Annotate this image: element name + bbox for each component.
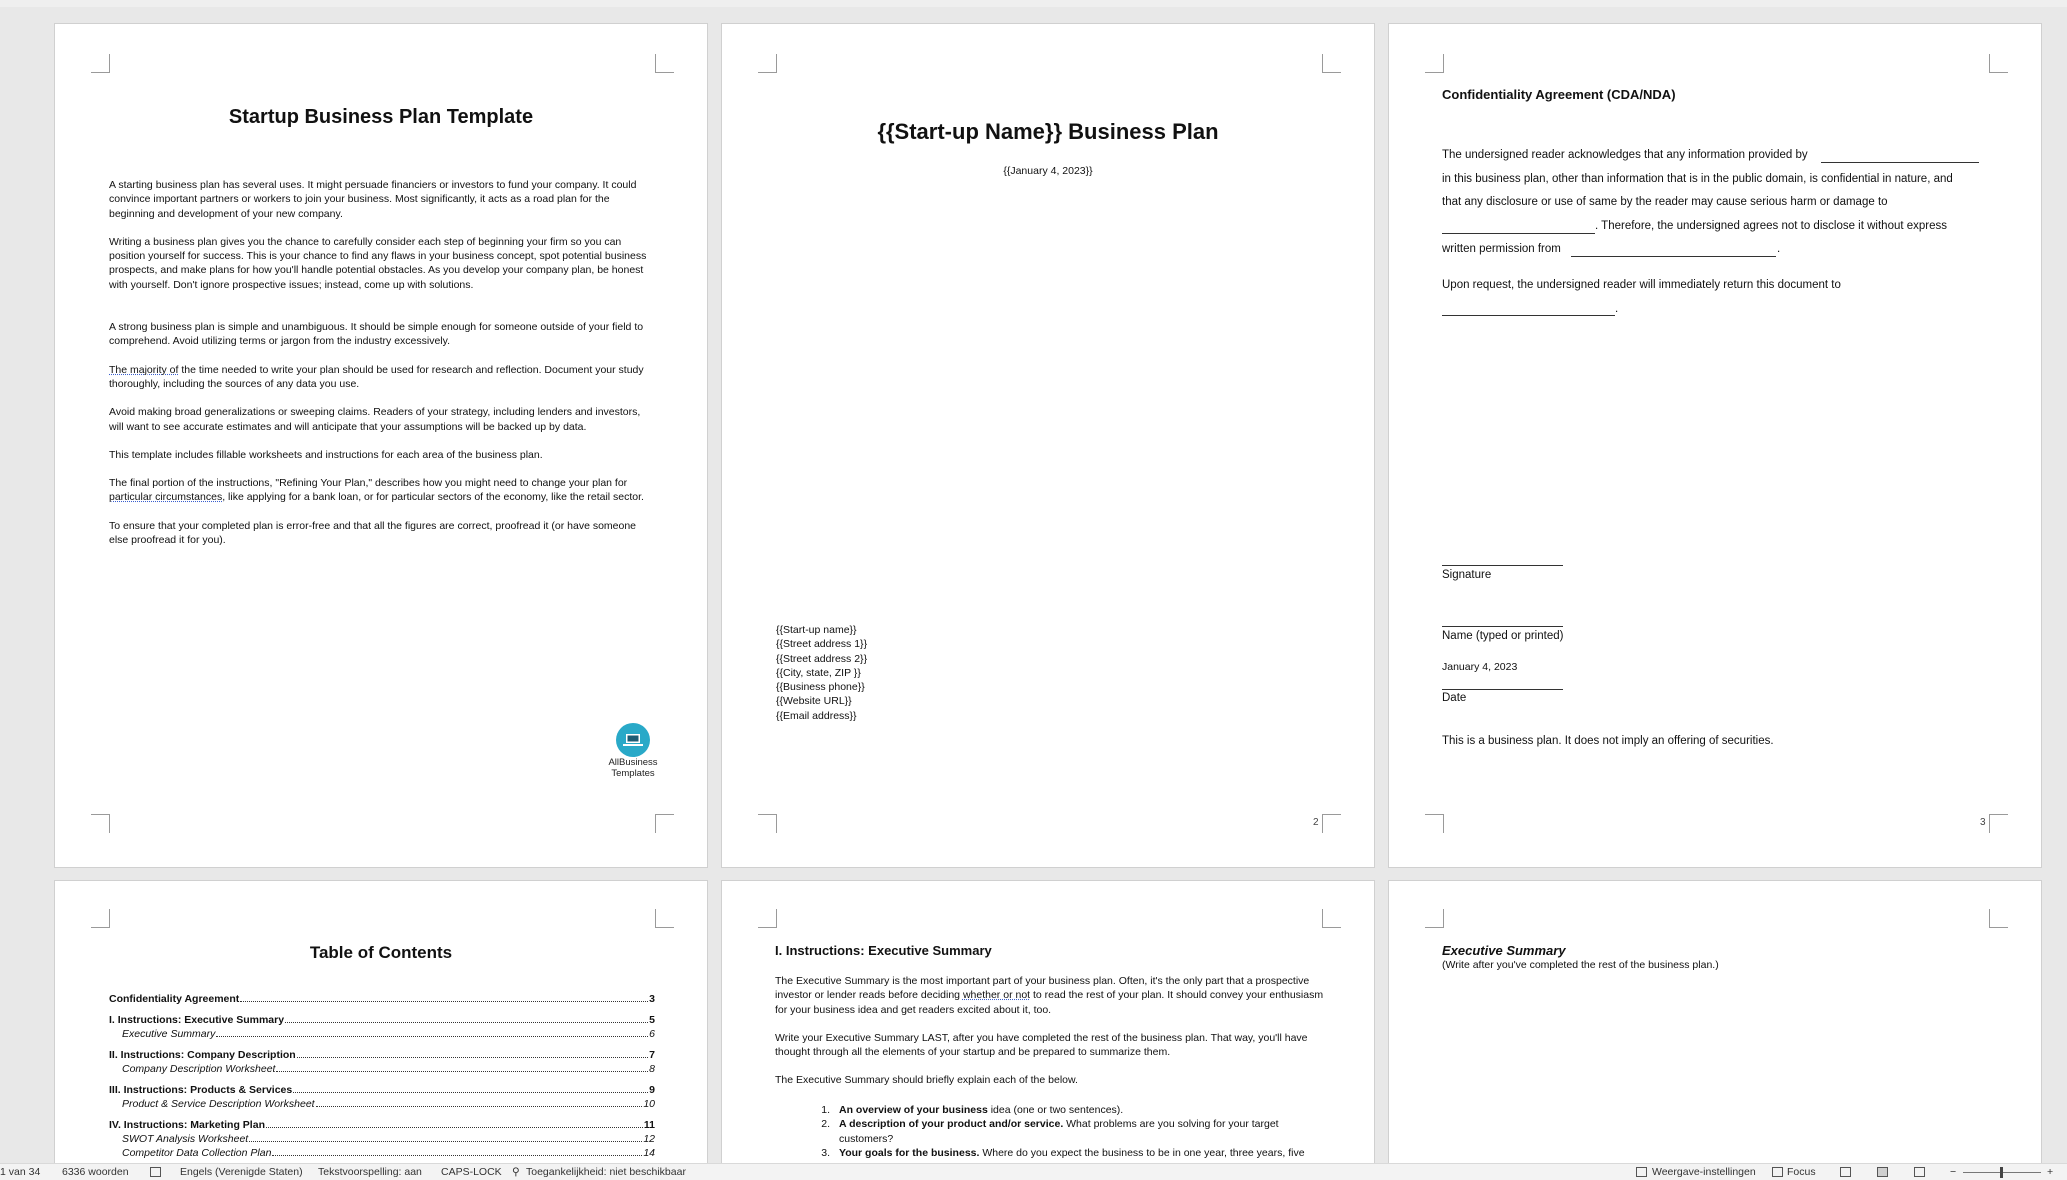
plan-date[interactable]: {{January 4, 2023}} bbox=[1003, 165, 1093, 177]
page-title: Startup Business Plan Template bbox=[228, 106, 534, 128]
paragraph: Writing a business plan gives you the chance to carefully consider each step of beginning your firm so you can position yourself for success. This is your chance to find any flaws in your business concept, spot potential business prospects, and make plans for how you'll handle potential obstacles. As you develop your company plan, be honest with yourself. Don't ignore prospective issues; instead, come up with solutions. bbox=[109, 235, 647, 291]
display-settings[interactable]: Weergave-instellingen bbox=[1652, 1166, 1756, 1178]
cda-heading: Confidentiality Agreement (CDA/NDA) bbox=[1442, 87, 1676, 102]
list-item: 2. A description of your product and/or service. What problems are you solving for your target customers? bbox=[821, 1118, 1279, 1145]
agreement-line: that any disclosure or use of same by the reader may cause serious harm or damage to bbox=[1442, 196, 1888, 208]
zoom-in-icon[interactable]: + bbox=[2047, 1166, 2054, 1178]
list-item: 1. An overview of your business idea (one or two sentences). bbox=[821, 1104, 1124, 1116]
crop-mark bbox=[655, 814, 674, 833]
section-heading: I. Instructions: Executive Summary bbox=[775, 943, 992, 958]
paragraph: A starting business plan has several uses. It might persuade financiers or investors to fund your company. It could convince important partners or workers to join your business. Most significantly, it acts as a road plan for the beginning and development of your new company. bbox=[109, 179, 637, 220]
executive-summary-heading: Executive Summary bbox=[1442, 943, 1566, 958]
crop-mark bbox=[655, 54, 674, 73]
signature-line[interactable] bbox=[1442, 565, 1563, 566]
document-page-6 bbox=[1389, 881, 2041, 1163]
paragraph: The majority of the time needed to write your plan should be used for research and reflection. Document your study thoroughly, including the sources of any data you use. bbox=[109, 363, 644, 390]
crop-mark bbox=[1322, 909, 1341, 928]
proofing-icon[interactable] bbox=[150, 1167, 161, 1177]
date-label: Date bbox=[1442, 692, 1467, 704]
toc-entry[interactable]: Executive Summary 6 bbox=[122, 1028, 655, 1040]
blank-line[interactable] bbox=[1442, 233, 1595, 234]
web-layout-icon[interactable] bbox=[1914, 1167, 1925, 1177]
crop-mark bbox=[91, 909, 110, 928]
document-page-3 bbox=[1389, 24, 2041, 867]
toc-entry[interactable]: III. Instructions: Products & Services 9 bbox=[109, 1084, 655, 1096]
name-label: Name (typed or printed) bbox=[1442, 630, 1564, 642]
document-page-5 bbox=[722, 881, 1374, 1163]
text-prediction[interactable]: Tekstvoorspelling: aan bbox=[318, 1166, 422, 1178]
page-count[interactable]: 1 van 34 bbox=[0, 1166, 41, 1178]
toc-entry[interactable]: Confidentiality Agreement 3 bbox=[109, 993, 655, 1005]
paragraph: The Executive Summary should briefly explain each of the below. bbox=[775, 1074, 1078, 1087]
agreement-line: . Therefore, the undersigned agrees not to disclose it without express bbox=[1595, 220, 1948, 232]
crop-mark bbox=[91, 814, 110, 833]
crop-mark bbox=[1322, 54, 1341, 73]
crop-mark bbox=[1322, 814, 1341, 833]
zoom-thumb[interactable] bbox=[2000, 1167, 2003, 1178]
name-line[interactable] bbox=[1442, 626, 1563, 627]
caps-lock: CAPS-LOCK bbox=[441, 1166, 502, 1178]
status-bar bbox=[0, 1163, 2067, 1180]
paragraph: The Executive Summary is the most important part of your business plan. Often, it's the only part that a prospective investor or lender reads before deciding whether or not to read the rest of your plan. It should convey your enthusiasm for your business idea and get readers excited about it, too. bbox=[775, 975, 1324, 1016]
crop-mark bbox=[1425, 814, 1444, 833]
executive-summary-note: (Write after you've completed the rest of the business plan.) bbox=[1442, 959, 1719, 971]
list-item: 3. Your goals for the business. Where do you expect the business to be in one year, three years, five bbox=[821, 1146, 1305, 1159]
ruler-strip bbox=[0, 0, 2067, 7]
agreement-line: . bbox=[1777, 243, 1781, 255]
agreement-line: Upon request, the undersigned reader will immediately return this document to bbox=[1442, 279, 1841, 291]
crop-mark bbox=[758, 814, 777, 833]
crop-mark bbox=[758, 54, 777, 73]
paragraph: A strong business plan is simple and unambiguous. It should be simple enough for someone outside of your field to comprehend. Avoid utilizing terms or jargon from the industry excessively. bbox=[109, 321, 644, 348]
blank-line[interactable] bbox=[1821, 162, 1979, 163]
crop-mark bbox=[1989, 814, 2008, 833]
word-count[interactable]: 6336 woorden bbox=[62, 1166, 129, 1178]
page-number: 3 bbox=[1980, 817, 1986, 828]
toc-entry[interactable]: II. Instructions: Company Description 7 bbox=[109, 1049, 655, 1061]
paragraph: Write your Executive Summary LAST, after you have completed the rest of the business plan. That way, you'll have thought through all the elements of your startup and be prepared to summarize them. bbox=[775, 1031, 1308, 1059]
laptop-logo-icon bbox=[616, 723, 650, 757]
toc-entry[interactable]: Company Description Worksheet 8 bbox=[122, 1063, 655, 1075]
zoom-out-icon[interactable]: − bbox=[1950, 1166, 1957, 1178]
paragraph: Avoid making broad generalizations or sweeping claims. Readers of your strategy, including lenders and investors, will want to see accurate estimates and will anticipate that your assumptions will be backed up by data. bbox=[109, 406, 641, 433]
toc-entry[interactable]: Competitor Data Collection Plan 14 bbox=[122, 1147, 655, 1159]
agreement-line: . bbox=[1615, 303, 1619, 315]
intro-text[interactable] bbox=[109, 178, 655, 561]
paragraph: To ensure that your completed plan is error-free and that all the figures are correct, proofread it (or have someone else proofread it for you). bbox=[109, 519, 637, 547]
crop-mark bbox=[655, 909, 674, 928]
signature-label: Signature bbox=[1442, 569, 1492, 581]
agreement-line: written permission from bbox=[1442, 243, 1561, 255]
agreement-line: The undersigned reader acknowledges that any information provided by bbox=[1442, 149, 1808, 161]
logo-text: AllBusiness Templates bbox=[608, 757, 658, 779]
focus-mode[interactable]: Focus bbox=[1787, 1166, 1816, 1178]
accessibility-icon[interactable]: ⚲ bbox=[512, 1166, 520, 1178]
toc-entry[interactable]: I. Instructions: Executive Summary 5 bbox=[109, 1014, 655, 1026]
blank-line[interactable] bbox=[1442, 315, 1615, 316]
securities-disclaimer: This is a business plan. It does not imply an offering of securities. bbox=[1442, 735, 1774, 747]
blank-line[interactable] bbox=[1571, 256, 1776, 257]
toc-title: Table of Contents bbox=[309, 943, 453, 962]
address-block[interactable]: {{Start-up name}} {{Street address 1}} {{Street address 2}} {{City, state, ZIP }} {{Business phone}} {{Website URL}} {{Email address}} bbox=[776, 624, 868, 722]
accessibility-status[interactable]: Toegankelijkheid: niet beschikbaar bbox=[526, 1166, 686, 1178]
focus-icon[interactable] bbox=[1772, 1167, 1783, 1177]
crop-mark bbox=[1425, 54, 1444, 73]
agreement-line: in this business plan, other than information that is in the public domain, is confidential in nature, and bbox=[1442, 173, 1953, 185]
crop-mark bbox=[1425, 909, 1444, 928]
toc-entry[interactable]: Product & Service Description Worksheet 10 bbox=[122, 1098, 655, 1110]
spelling-flag[interactable]: The majority of bbox=[109, 363, 179, 376]
section-body[interactable] bbox=[775, 974, 1327, 1102]
toc-entry[interactable]: SWOT Analysis Worksheet 12 bbox=[122, 1133, 655, 1145]
language[interactable]: Engels (Verenigde Staten) bbox=[180, 1166, 303, 1178]
paragraph: This template includes fillable worksheets and instructions for each area of the business plan. bbox=[109, 448, 543, 461]
document-page-1 bbox=[55, 24, 707, 867]
date-line[interactable] bbox=[1442, 689, 1563, 690]
crop-mark bbox=[91, 54, 110, 73]
print-layout-icon[interactable] bbox=[1877, 1167, 1888, 1177]
spelling-flag[interactable]: particular circumstances bbox=[109, 491, 223, 504]
toc-entry[interactable]: IV. Instructions: Marketing Plan 11 bbox=[109, 1119, 655, 1131]
paragraph: The final portion of the instructions, "Refining Your Plan," describes how you might need to change your plan for particular circumstances, like applying for a bank loan, or for particular sectors of the economy, like the retail sector. bbox=[109, 477, 644, 504]
display-settings-icon[interactable] bbox=[1636, 1167, 1647, 1177]
crop-mark bbox=[1989, 909, 2008, 928]
crop-mark bbox=[758, 909, 777, 928]
page-number: 2 bbox=[1313, 817, 1319, 828]
numbered-list[interactable] bbox=[812, 1103, 1312, 1160]
document-page-4 bbox=[55, 881, 707, 1163]
crop-mark bbox=[1989, 54, 2008, 73]
read-mode-icon[interactable] bbox=[1840, 1167, 1851, 1177]
plan-title[interactable]: {{Start-up Name}} Business Plan bbox=[877, 119, 1219, 144]
document-page-2 bbox=[722, 24, 1374, 867]
grammar-flag[interactable]: whether or not bbox=[962, 989, 1031, 1002]
date-value: January 4, 2023 bbox=[1442, 661, 1518, 673]
